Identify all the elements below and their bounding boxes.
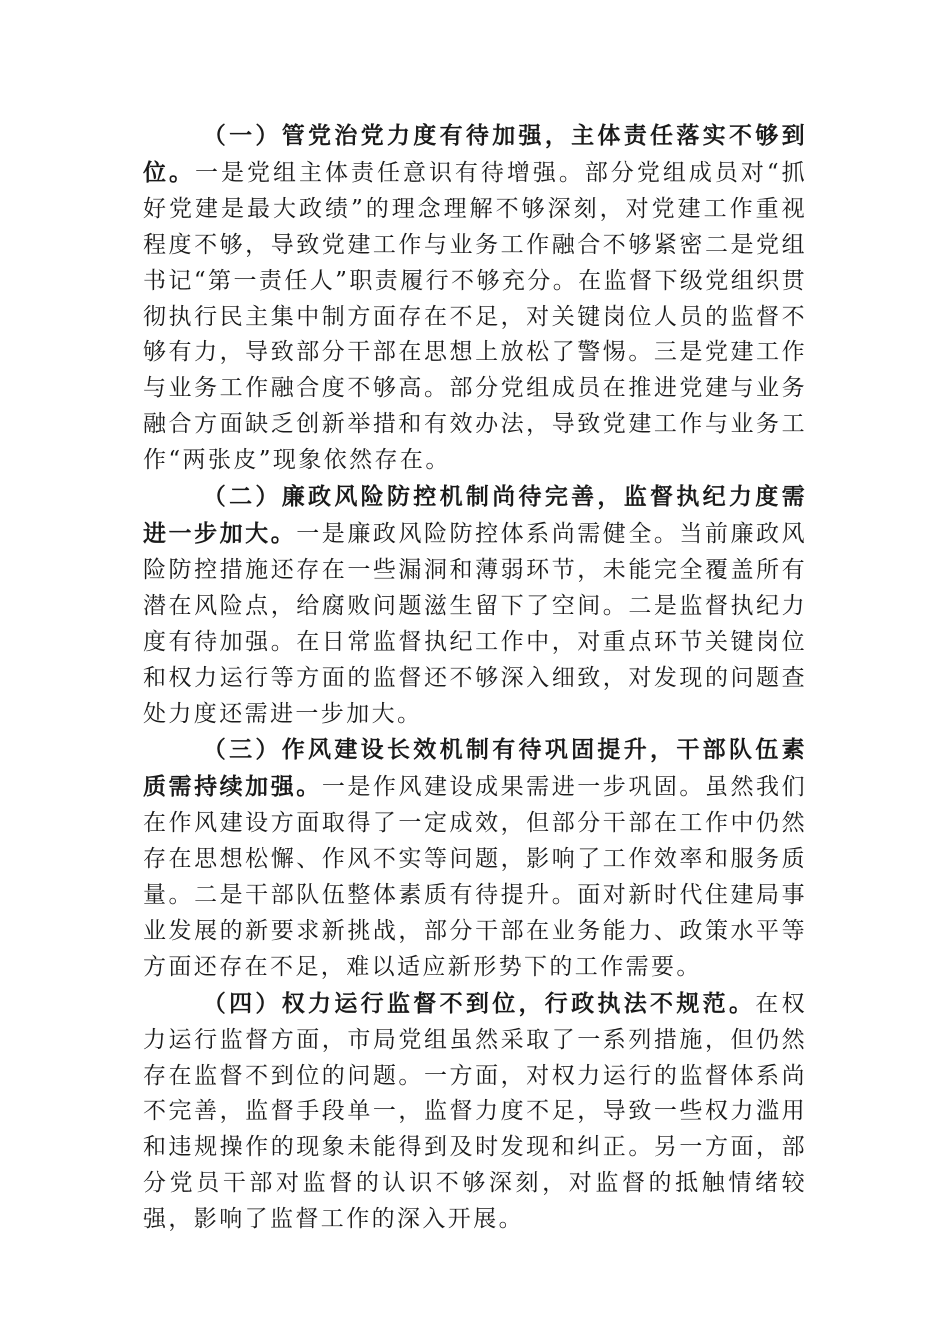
paragraph-4-body: 在权力运行监督方面，市局党组虽然采取了一系列措施，但仍然存在监督不到位的问题。一方面，对权力运行的监督体系尚不完善，监督手段单一，监督力度不足，导致一些权力滥用和违规操作的现象未能得到及时发现和纠正。另一方面，部分党员干部对监督的认识不够深刻，对监督的抵触情绪较强，影响了监督工作的深入开展。	[143, 990, 807, 1233]
paragraph-3	[143, 732, 807, 985]
paragraph-2-heading: （二）廉政风险防控机制尚待完善，监督执纪力度需进一步加大。	[143, 483, 807, 547]
paragraph-1	[143, 118, 807, 479]
paragraph-4-heading: （四）权力运行监督不到位，行政执法不规范。	[202, 989, 756, 1017]
paragraph-1-body: 一是党组主体责任意识有待增强。部分党组成员对“抓好党建是最大政绩”的理念理解不够深刻，对党建工作重视程度不够，导致党建工作与业务工作融合不够紧密二是党组书记“第一责任人”职责履行不够充分。在监督下级党组织贯彻执行民主集中制方面存在不足，对关键岗位人员的监督不够有力，导致部分干部在思想上放松了警惕。三是党建工作与业务工作融合度不够高。部分党组成员在推进党建与业务融合方面缺乏创新举措和有效办法，导致党建工作与业务工作“两张皮”现象依然存在。	[143, 159, 808, 474]
paragraph-3-body: 一是作风建设成果需进一步巩固。虽然我们在作风建设方面取得了一定成效，但部分干部在工作中仍然存在思想松懈、作风不实等问题，影响了工作效率和服务质量。二是干部队伍整体素质有待提升。面对新时代住建局事业发展的新要求新挑战，部分干部在业务能力、政策水平等方面还存在不足，难以适应新形势下的工作需要。	[143, 774, 807, 980]
paragraph-2-body: 一是廉政风险防控体系尚需健全。当前廉政风险防控措施还存在一些漏洞和薄弱环节，未能完全覆盖所有潜在风险点，给腐败问题滋生留下了空间。二是监督执纪力度有待加强。在日常监督执纪工作中，对重点环节关键岗位和权力运行等方面的监督还不够深入细致，对发现的问题查处力度还需进一步加大。	[143, 520, 807, 727]
document-body	[143, 118, 807, 1238]
paragraph-2	[143, 479, 807, 732]
paragraph-3-heading: （三）作风建设长效机制有待巩固提升，干部队伍素质需持续加强。	[143, 736, 807, 801]
paragraph-4	[143, 986, 807, 1238]
paragraph-1-heading: （一）管党治党力度有待加强，主体责任落实不够到位。	[143, 122, 807, 186]
